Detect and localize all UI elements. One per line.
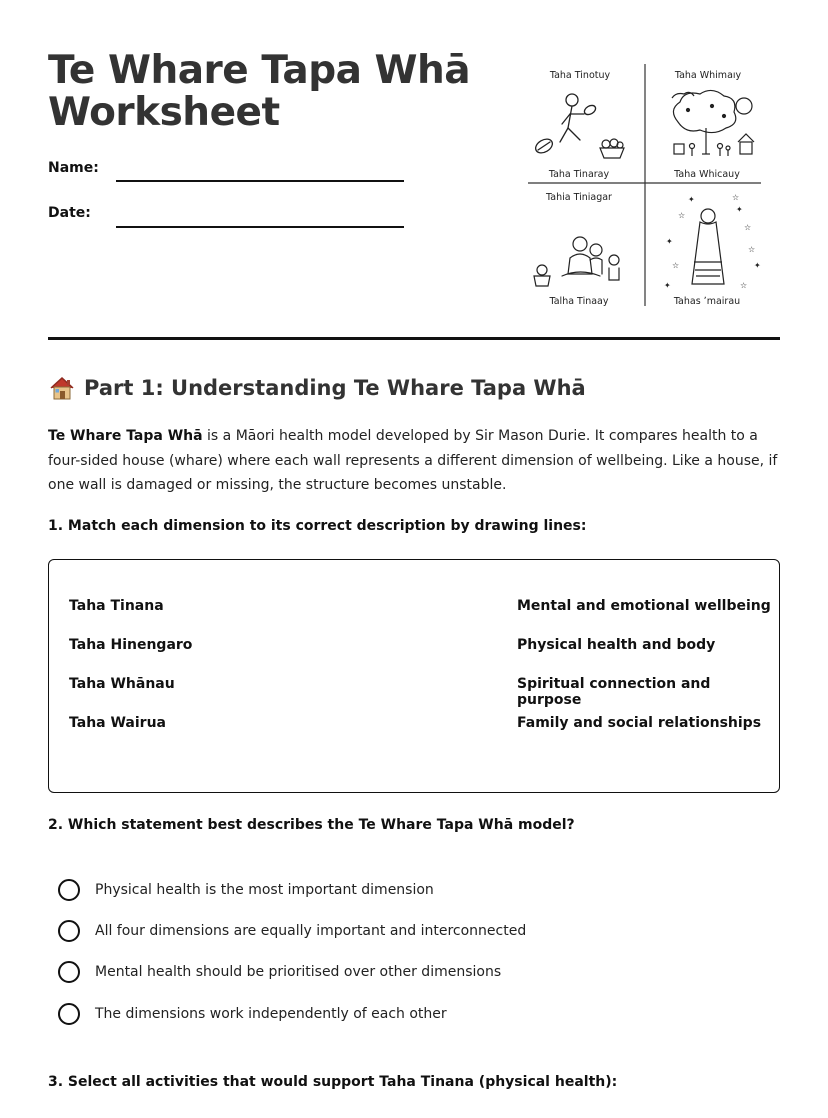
illus-caption-1: Taha Tinotuy: [549, 70, 611, 81]
illus-caption-5: Tahia Tiniagar: [546, 192, 612, 203]
house-icon: [48, 374, 76, 402]
radio-option[interactable]: [58, 879, 434, 901]
dimension-item[interactable]: Taha Wairua: [69, 715, 166, 731]
name-field[interactable]: [116, 180, 404, 182]
svg-text:✦: ✦: [664, 281, 671, 290]
worksheet-title: [48, 50, 470, 134]
intro-model-name: Te Whare Tapa Whā: [48, 428, 203, 444]
date-field[interactable]: [116, 226, 404, 228]
fruit-basket-icon: [600, 139, 624, 158]
illus-caption-3: Taha Tinaray: [548, 169, 610, 180]
radio-option-label: Mental health should be prioritised over other dimensions: [95, 964, 502, 980]
intro-text: is a Māori health model developed by Sir Mason Durie. It compares health to a four-sided house (whare) where each wall represents a different dimension of wellbeing. Like a house, if one wall is damaged or missing, the structure becomes unstable.: [48, 428, 778, 493]
question-2-prompt: 2. Which statement best describes the Te Whare Tapa Whā model?: [48, 817, 575, 833]
illus-caption-6: Talha Tinaay: [549, 296, 609, 306]
part-1-heading: [48, 374, 586, 402]
radio-button[interactable]: [58, 961, 80, 983]
svg-text:☆: ☆: [744, 223, 752, 232]
svg-text:✦: ✦: [688, 195, 695, 204]
radio-option[interactable]: [58, 961, 501, 983]
four-dimensions-illustration: [528, 62, 766, 306]
svg-text:☆: ☆: [740, 281, 748, 290]
dimension-item[interactable]: Taha Whānau: [69, 676, 175, 692]
title-line-1: Te Whare Tapa Whā: [48, 48, 471, 93]
part-1-title: Part 1: Understanding Te Whare Tapa Whā: [84, 376, 586, 400]
radio-option[interactable]: [58, 920, 526, 942]
description-item[interactable]: Mental and emotional wellbeing: [517, 598, 771, 614]
description-item[interactable]: Spiritual connection and purpose: [517, 676, 711, 708]
question-3-prompt: 3. Select all activities that would support Taha Tinana (physical health):: [48, 1074, 618, 1090]
dimension-item[interactable]: Taha Hinengaro: [69, 637, 193, 653]
radio-option[interactable]: [58, 1003, 447, 1025]
family-group-icon: [534, 237, 619, 286]
svg-text:☆: ☆: [732, 193, 740, 202]
spiritual-figure-icon: [692, 209, 724, 284]
svg-text:☆: ☆: [672, 261, 680, 270]
dimension-item[interactable]: Taha Tinana: [69, 598, 164, 614]
svg-text:✦: ✦: [736, 205, 743, 214]
description-item[interactable]: Physical health and body: [517, 637, 716, 653]
illus-caption-4: Taha Whicauy: [674, 169, 740, 180]
question-1-prompt: 1. Match each dimension to its correct description by drawing lines:: [48, 518, 587, 534]
description-item[interactable]: Family and social relationships: [517, 715, 762, 731]
radio-option-label: All four dimensions are equally important and interconnected: [95, 923, 527, 939]
illus-caption-7: Tahas ʼmairau: [673, 296, 741, 306]
title-line-2: Worksheet: [48, 90, 280, 135]
radio-button[interactable]: [58, 920, 80, 942]
radio-option-label: Physical health is the most important dimension: [95, 882, 434, 898]
svg-text:✦: ✦: [754, 261, 761, 270]
date-label: Date:: [48, 205, 91, 221]
illus-caption-2: Taha Whimaıy: [674, 70, 742, 81]
header-divider: [48, 337, 780, 340]
svg-text:✦: ✦: [666, 237, 673, 246]
radio-button[interactable]: [58, 879, 80, 901]
tree-family-icon: [672, 90, 754, 156]
matching-box: [48, 559, 780, 793]
intro-paragraph: [48, 424, 783, 498]
radio-button[interactable]: [58, 1003, 80, 1025]
svg-text:☆: ☆: [748, 245, 756, 254]
svg-text:☆: ☆: [678, 211, 686, 220]
radio-option-label: The dimensions work independently of each other: [95, 1006, 447, 1022]
runner-icon: [533, 94, 597, 156]
name-label: Name:: [48, 160, 99, 176]
